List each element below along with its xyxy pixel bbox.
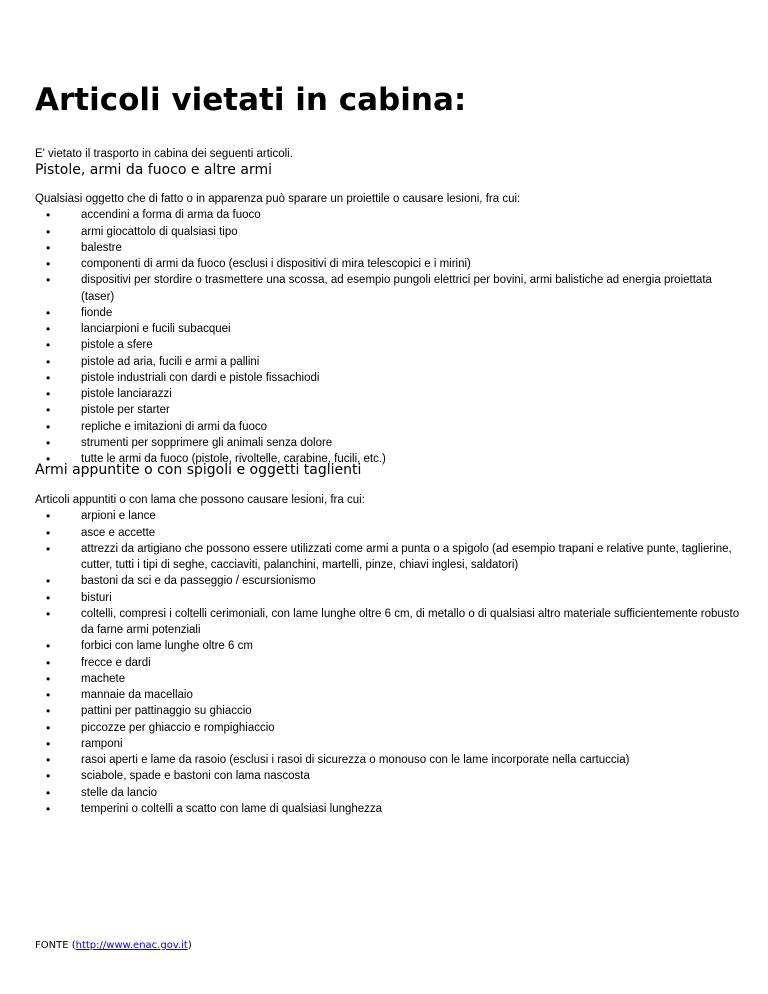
list-item-text: lanciarpioni e fucili subacquei [81, 323, 231, 335]
list-item [35, 305, 745, 321]
list-item-text: pistole per starter [81, 404, 170, 417]
page-title: Articoli vietati in cabina: [35, 82, 467, 118]
list-item [35, 386, 745, 402]
bullet-dot-icon: • [46, 387, 51, 401]
list-item-text: rasoi aperti e lame da rasoio (esclusi i rasoi di sicurezza o monouso con le lame incorporate nella cartuccia) [81, 754, 630, 766]
list-item-text: machete [81, 672, 126, 685]
list-item-text: attrezzi da artigiano che possono essere utilizzati come armi a punta o a spigolo (ad esempio trapani e relative punte, taglierine, cutter, tutti i tipi di seghe, cacciaviti, palanchini, martelli, pinze, chiavi inglesi, saldatori) [81, 542, 732, 571]
list-item [35, 785, 745, 801]
list-item [35, 541, 745, 574]
list-item [35, 752, 745, 768]
bullet-dot-icon: • [46, 354, 51, 369]
list-item-text: piccozze per ghiaccio e rompighiaccio [81, 721, 275, 734]
section-intro: Articoli appuntiti o con lama che possono causare lesioni, fra cui: [35, 494, 365, 506]
list-item [35, 370, 745, 386]
list-item-text: mannaie da macellaio [81, 689, 193, 701]
bullet-dot-icon: • [46, 590, 51, 605]
list-item-text: tutte le armi da fuoco (pistole, rivoltelle, carabine, fucili, etc.) [81, 453, 386, 465]
list-item-text: arpioni e lance [81, 510, 156, 523]
bullet-dot-icon: • [46, 435, 51, 450]
list-item-text: strumenti per sopprimere gli animali senza dolore [81, 436, 333, 449]
list-item [35, 736, 745, 752]
list-item-text: bisturi [81, 591, 112, 604]
list-item-text: pistole lanciarazzi [81, 388, 172, 400]
list-item-text: pistole a sfere [81, 339, 153, 352]
list-item [35, 354, 745, 370]
bullet-dot-icon: • [46, 639, 51, 654]
bullet-dot-icon: • [46, 720, 51, 735]
bullet-dot-icon: • [46, 273, 51, 288]
list-item [35, 801, 745, 817]
page-intro: E' vietato il trasporto in cabina dei seguenti articoli. [35, 148, 293, 160]
list-item [35, 337, 745, 353]
list-item-text: asce e accette [81, 526, 156, 539]
section-sharp-objects [35, 492, 745, 817]
section-weapons [35, 191, 745, 467]
section-heading-sharp-objects: Armi appuntite o con spigoli e oggetti taglienti [35, 462, 362, 478]
list-item [35, 655, 745, 671]
bullet-dot-icon: • [46, 606, 51, 621]
list-item-text: sciabole, spade e bastoni con lama nascosta [81, 770, 310, 783]
bullet-dot-icon: • [46, 322, 51, 336]
section-intro: Qualsiasi oggetto che di fatto o in apparenza può sparare un proiettile o causare lesioni, fra cui: [35, 193, 521, 205]
list-item-text: repliche e imitazioni di armi da fuoco [81, 420, 268, 433]
list-item [35, 638, 745, 654]
list-item [35, 720, 745, 736]
bullet-dot-icon: • [46, 655, 51, 670]
list-item-text: bastoni da sci e da passeggio / escursionismo [81, 575, 316, 588]
bullet-dot-icon: • [46, 370, 51, 385]
list-item-text: fionde [81, 306, 113, 319]
footer-label: FONTE ( [35, 940, 76, 951]
bullet-dot-icon: • [46, 704, 51, 719]
list-item-text: dispositivi per stordire o trasmettere una scossa, ad esempio pungoli elettrici per bovini, armi balistiche ad energia proiettata (taser) [81, 274, 712, 303]
bullet-dot-icon: • [46, 785, 51, 800]
bullet-dot-icon: • [46, 338, 51, 353]
bullet-dot-icon: • [46, 574, 51, 589]
bullet-dot-icon: • [46, 403, 51, 418]
list-item-text: pistole industriali con dardi e pistole fissachiodi [81, 371, 320, 384]
list-item-text: temperini o coltelli a scatto con lame di qualsiasi lunghezza [81, 802, 383, 815]
bullet-dot-icon: • [46, 769, 51, 784]
bullet-dot-icon: • [46, 305, 51, 320]
source-link[interactable]: http://www.enac.gov.it [75, 940, 188, 951]
item-list [35, 508, 745, 817]
bullet-dot-icon: • [46, 208, 51, 223]
list-item-text: pattini per pattinaggio su ghiaccio [81, 705, 252, 718]
list-item-text: balestre [81, 241, 122, 254]
list-item [35, 687, 745, 703]
list-item [35, 256, 745, 272]
list-item-text: armi giocattolo di qualsiasi tipo [81, 225, 238, 238]
list-item-text: coltelli, compresi i coltelli cerimoniali, con lame lunghe oltre 6 cm, di metallo o di qualsiasi altro materiale sufficientemente robusto da farne armi potenziali [81, 607, 740, 636]
bullet-dot-icon: • [46, 801, 51, 816]
bullet-dot-icon: • [46, 240, 51, 255]
bullet-dot-icon: • [46, 257, 51, 271]
list-item [35, 435, 745, 451]
list-item [35, 321, 745, 337]
bullet-dot-icon: • [46, 224, 51, 239]
list-item-text: stelle da lancio [81, 786, 158, 799]
list-item [35, 224, 745, 240]
bullet-dot-icon: • [46, 452, 51, 466]
bullet-dot-icon: • [46, 671, 51, 686]
list-item-text: ramponi [81, 737, 123, 750]
list-item-text: forbici con lame lunghe oltre 6 cm [81, 640, 253, 653]
bullet-dot-icon: • [46, 509, 51, 524]
list-item [35, 590, 745, 606]
list-item [35, 207, 745, 223]
footer-close: ) [187, 940, 192, 951]
item-list [35, 207, 745, 467]
list-item [35, 768, 745, 784]
list-item [35, 402, 745, 418]
list-item [35, 508, 745, 524]
bullet-dot-icon: • [46, 688, 51, 702]
list-item [35, 272, 745, 305]
list-item [35, 525, 745, 541]
list-item [35, 671, 745, 687]
bullet-dot-icon: • [46, 753, 51, 767]
list-item [35, 606, 745, 639]
list-item [35, 573, 745, 589]
list-item [35, 240, 745, 256]
list-item-text: accendini a forma di arma da fuoco [81, 209, 261, 222]
bullet-dot-icon: • [46, 419, 51, 434]
list-item [35, 703, 745, 719]
list-item-text: frecce e dardi [81, 656, 151, 669]
bullet-dot-icon: • [46, 541, 51, 556]
bullet-dot-icon: • [46, 736, 51, 751]
list-item-text: componenti di armi da fuoco (esclusi i dispositivi di mira telescopici e i mirini) [81, 258, 471, 270]
list-item [35, 419, 745, 435]
source-footer [35, 939, 192, 953]
bullet-dot-icon: • [46, 525, 51, 540]
list-item-text: pistole ad aria, fucili e armi a pallini [81, 355, 260, 368]
section-heading-weapons: Pistole, armi da fuoco e altre armi [35, 162, 272, 178]
